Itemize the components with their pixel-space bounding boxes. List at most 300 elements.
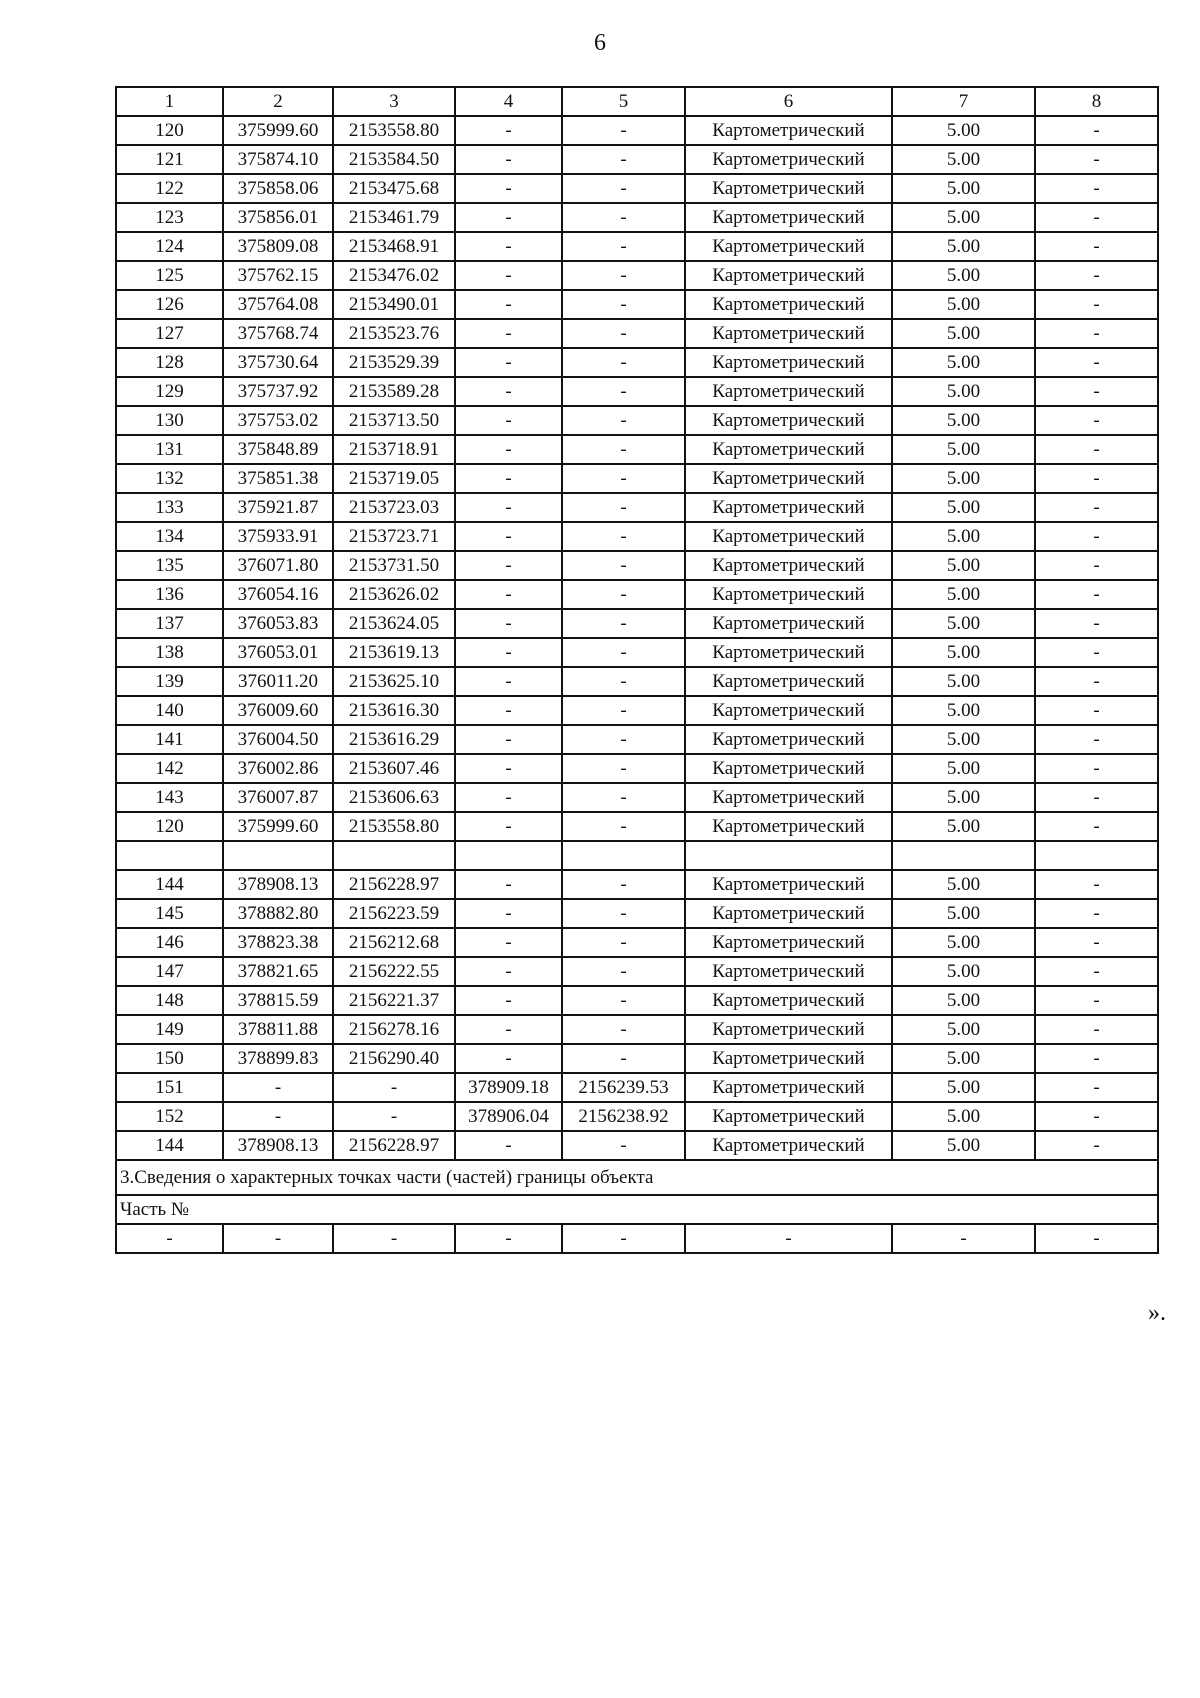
table-cell: 378908.13 bbox=[223, 870, 333, 899]
table-cell: 137 bbox=[116, 609, 223, 638]
table-row bbox=[116, 435, 1158, 464]
table-cell: 2153619.13 bbox=[333, 638, 455, 667]
table-cell: - bbox=[562, 1044, 685, 1073]
table-cell: - bbox=[562, 1015, 685, 1044]
table-cell: - bbox=[455, 1015, 562, 1044]
table-cell: - bbox=[892, 1224, 1035, 1253]
table-cell: - bbox=[333, 1102, 455, 1131]
table-cell: Картометрический bbox=[685, 870, 892, 899]
table-row bbox=[116, 957, 1158, 986]
table-cell: 2153616.30 bbox=[333, 696, 455, 725]
table-cell: 375858.06 bbox=[223, 174, 333, 203]
table-cell: - bbox=[455, 290, 562, 319]
table-cell: - bbox=[562, 899, 685, 928]
table-cell: - bbox=[1035, 725, 1158, 754]
table-cell: 376004.50 bbox=[223, 725, 333, 754]
table-cell: 2156290.40 bbox=[333, 1044, 455, 1073]
table-cell: 141 bbox=[116, 725, 223, 754]
table-cell: Картометрический bbox=[685, 1073, 892, 1102]
table-cell: - bbox=[1035, 319, 1158, 348]
table-cell: 375809.08 bbox=[223, 232, 333, 261]
table-cell: - bbox=[562, 348, 685, 377]
table-cell: - bbox=[333, 1224, 455, 1253]
table-cell: 5.00 bbox=[892, 232, 1035, 261]
table-row bbox=[116, 377, 1158, 406]
table-row bbox=[116, 116, 1158, 145]
table-cell: 5 bbox=[562, 87, 685, 116]
table-cell: - bbox=[562, 696, 685, 725]
table-cell: 5.00 bbox=[892, 406, 1035, 435]
section-title-row bbox=[116, 1160, 1158, 1195]
table-cell: 2153723.71 bbox=[333, 522, 455, 551]
table-cell: - bbox=[562, 319, 685, 348]
table-cell: - bbox=[455, 783, 562, 812]
table-cell: - bbox=[562, 116, 685, 145]
table-cell: - bbox=[1035, 957, 1158, 986]
table-cell: 375856.01 bbox=[223, 203, 333, 232]
table-cell: - bbox=[455, 957, 562, 986]
table-body bbox=[116, 87, 1158, 1253]
table-cell: - bbox=[455, 116, 562, 145]
table-cell: 2153558.80 bbox=[333, 812, 455, 841]
table-cell: - bbox=[562, 551, 685, 580]
table-cell: 375764.08 bbox=[223, 290, 333, 319]
table-cell: Картометрический bbox=[685, 493, 892, 522]
table-cell: - bbox=[562, 261, 685, 290]
table-cell: 2153529.39 bbox=[333, 348, 455, 377]
table-cell: 378906.04 bbox=[455, 1102, 562, 1131]
table-cell: - bbox=[562, 493, 685, 522]
table-cell: - bbox=[223, 1073, 333, 1102]
table-cell: 375874.10 bbox=[223, 145, 333, 174]
coordinates-table bbox=[115, 86, 1159, 1254]
table-cell: 375737.92 bbox=[223, 377, 333, 406]
table-cell bbox=[223, 841, 333, 870]
table-cell: 2 bbox=[223, 87, 333, 116]
table-cell: Картометрический bbox=[685, 1015, 892, 1044]
table-cell: 376007.87 bbox=[223, 783, 333, 812]
table-cell: 375933.91 bbox=[223, 522, 333, 551]
table-cell: - bbox=[1035, 522, 1158, 551]
table-cell: Картометрический bbox=[685, 696, 892, 725]
table-cell: 2156228.97 bbox=[333, 870, 455, 899]
table-row bbox=[116, 870, 1158, 899]
table-cell: 2153461.79 bbox=[333, 203, 455, 232]
table-row bbox=[116, 928, 1158, 957]
table-cell: 375753.02 bbox=[223, 406, 333, 435]
table-cell: Картометрический bbox=[685, 551, 892, 580]
table-row bbox=[116, 203, 1158, 232]
table-cell: 5.00 bbox=[892, 522, 1035, 551]
table-cell: 135 bbox=[116, 551, 223, 580]
table-cell: 127 bbox=[116, 319, 223, 348]
table-row bbox=[116, 754, 1158, 783]
table-cell: 148 bbox=[116, 986, 223, 1015]
table-cell: - bbox=[562, 464, 685, 493]
table-cell: - bbox=[562, 203, 685, 232]
table-cell: - bbox=[1035, 493, 1158, 522]
table-cell: 2153606.63 bbox=[333, 783, 455, 812]
table-cell: 133 bbox=[116, 493, 223, 522]
table-cell: - bbox=[455, 145, 562, 174]
table-cell: Картометрический bbox=[685, 1044, 892, 1073]
table-cell: 2153626.02 bbox=[333, 580, 455, 609]
table-cell: 149 bbox=[116, 1015, 223, 1044]
table-cell: 375762.15 bbox=[223, 261, 333, 290]
table-cell: Картометрический bbox=[685, 174, 892, 203]
table-cell: - bbox=[1035, 1131, 1158, 1160]
table-cell bbox=[333, 841, 455, 870]
table-cell: Картометрический bbox=[685, 986, 892, 1015]
table-cell: 376053.83 bbox=[223, 609, 333, 638]
table-row bbox=[116, 609, 1158, 638]
table-cell: - bbox=[562, 1131, 685, 1160]
table-cell: 144 bbox=[116, 1131, 223, 1160]
table-cell: 132 bbox=[116, 464, 223, 493]
table-cell: 8 bbox=[1035, 87, 1158, 116]
table-cell: 2156221.37 bbox=[333, 986, 455, 1015]
table-separator-row bbox=[116, 841, 1158, 870]
table-cell: 150 bbox=[116, 1044, 223, 1073]
table-cell bbox=[116, 841, 223, 870]
table-cell: 5.00 bbox=[892, 261, 1035, 290]
table-cell: 376009.60 bbox=[223, 696, 333, 725]
table-cell: - bbox=[562, 783, 685, 812]
table-cell: 5.00 bbox=[892, 899, 1035, 928]
table-cell: 5.00 bbox=[892, 1015, 1035, 1044]
table-cell: 2156222.55 bbox=[333, 957, 455, 986]
table-cell: Картометрический bbox=[685, 290, 892, 319]
table-cell: 2153558.80 bbox=[333, 116, 455, 145]
table-cell: - bbox=[562, 174, 685, 203]
table-cell: 5.00 bbox=[892, 174, 1035, 203]
table-cell: 378823.38 bbox=[223, 928, 333, 957]
table-cell: - bbox=[455, 261, 562, 290]
table-cell: 5.00 bbox=[892, 551, 1035, 580]
table-row bbox=[116, 1073, 1158, 1102]
table-cell: Картометрический bbox=[685, 812, 892, 841]
table-row bbox=[116, 522, 1158, 551]
table-cell: 5.00 bbox=[892, 1131, 1035, 1160]
table-cell: 378909.18 bbox=[455, 1073, 562, 1102]
table-cell: 7 bbox=[892, 87, 1035, 116]
table-cell: - bbox=[562, 609, 685, 638]
table-cell: - bbox=[455, 609, 562, 638]
table-cell: - bbox=[562, 986, 685, 1015]
table-cell: 2153625.10 bbox=[333, 667, 455, 696]
table-cell: 5.00 bbox=[892, 1102, 1035, 1131]
table-cell: 2153719.05 bbox=[333, 464, 455, 493]
table-cell: - bbox=[1035, 1224, 1158, 1253]
table-cell: 6 bbox=[685, 87, 892, 116]
table-cell: Картометрический bbox=[685, 203, 892, 232]
table-cell: 2156239.53 bbox=[562, 1073, 685, 1102]
table-cell: Картометрический bbox=[685, 638, 892, 667]
table-cell: 2153476.02 bbox=[333, 261, 455, 290]
table-cell: - bbox=[455, 377, 562, 406]
table-cell: 5.00 bbox=[892, 928, 1035, 957]
table-cell: 378811.88 bbox=[223, 1015, 333, 1044]
table-cell bbox=[562, 841, 685, 870]
table-cell: - bbox=[455, 174, 562, 203]
table-cell: - bbox=[455, 899, 562, 928]
table-row bbox=[116, 493, 1158, 522]
table-cell: - bbox=[455, 232, 562, 261]
table-cell: 378899.83 bbox=[223, 1044, 333, 1073]
table-cell: 5.00 bbox=[892, 145, 1035, 174]
table-cell: 375730.64 bbox=[223, 348, 333, 377]
table-cell: Картометрический bbox=[685, 261, 892, 290]
table-cell: Картометрический bbox=[685, 522, 892, 551]
table-cell: - bbox=[562, 406, 685, 435]
table-cell: 5.00 bbox=[892, 783, 1035, 812]
table-cell: - bbox=[455, 319, 562, 348]
table-cell: Картометрический bbox=[685, 232, 892, 261]
table-cell: 5.00 bbox=[892, 1073, 1035, 1102]
table-row bbox=[116, 464, 1158, 493]
table-row bbox=[116, 986, 1158, 1015]
table-cell: Картометрический bbox=[685, 464, 892, 493]
table-cell: 130 bbox=[116, 406, 223, 435]
table-cell: - bbox=[223, 1224, 333, 1253]
table-cell: 5.00 bbox=[892, 377, 1035, 406]
table-cell: 5.00 bbox=[892, 435, 1035, 464]
table-cell: 128 bbox=[116, 348, 223, 377]
table-cell: 5.00 bbox=[892, 957, 1035, 986]
table-cell: 3 bbox=[333, 87, 455, 116]
table-cell: - bbox=[455, 493, 562, 522]
table-cell: - bbox=[1035, 348, 1158, 377]
table-cell: - bbox=[1035, 812, 1158, 841]
table-cell: 134 bbox=[116, 522, 223, 551]
table-cell: 123 bbox=[116, 203, 223, 232]
table-cell: 2156238.92 bbox=[562, 1102, 685, 1131]
table-row bbox=[116, 783, 1158, 812]
table-cell bbox=[455, 841, 562, 870]
table-cell: - bbox=[455, 348, 562, 377]
table-cell: - bbox=[1035, 1015, 1158, 1044]
table-cell: 5.00 bbox=[892, 696, 1035, 725]
table-row bbox=[116, 145, 1158, 174]
table-cell: 5.00 bbox=[892, 348, 1035, 377]
table-cell: - bbox=[455, 928, 562, 957]
table-cell: - bbox=[1035, 1073, 1158, 1102]
table-row bbox=[116, 290, 1158, 319]
table-cell: - bbox=[1035, 609, 1158, 638]
table-cell: - bbox=[1035, 551, 1158, 580]
table-cell bbox=[685, 841, 892, 870]
table-cell: 2153731.50 bbox=[333, 551, 455, 580]
table-cell: Картометрический bbox=[685, 725, 892, 754]
table-cell: 139 bbox=[116, 667, 223, 696]
table-cell: 376002.86 bbox=[223, 754, 333, 783]
table-cell: Картометрический bbox=[685, 957, 892, 986]
table-cell: 2153589.28 bbox=[333, 377, 455, 406]
table-cell: - bbox=[562, 145, 685, 174]
table-cell: - bbox=[562, 290, 685, 319]
table-cell: - bbox=[455, 203, 562, 232]
table-cell: 376054.16 bbox=[223, 580, 333, 609]
table-cell: 378882.80 bbox=[223, 899, 333, 928]
table-cell: 375848.89 bbox=[223, 435, 333, 464]
table-cell: 2153718.91 bbox=[333, 435, 455, 464]
table-cell: Картометрический bbox=[685, 580, 892, 609]
table-cell: Картометрический bbox=[685, 145, 892, 174]
table-cell: - bbox=[455, 580, 562, 609]
table-cell: 129 bbox=[116, 377, 223, 406]
table-cell bbox=[1035, 841, 1158, 870]
table-cell: 376053.01 bbox=[223, 638, 333, 667]
table-cell: - bbox=[562, 435, 685, 464]
table-cell: 5.00 bbox=[892, 870, 1035, 899]
table-cell: - bbox=[562, 667, 685, 696]
table-cell: Картометрический bbox=[685, 348, 892, 377]
table-cell: - bbox=[455, 725, 562, 754]
table-cell: - bbox=[562, 522, 685, 551]
table-cell: Картометрический bbox=[685, 899, 892, 928]
table-cell: - bbox=[1035, 899, 1158, 928]
table-cell: 126 bbox=[116, 290, 223, 319]
page-number: 6 bbox=[594, 30, 606, 56]
table-cell: - bbox=[1035, 638, 1158, 667]
section-title: 3.Сведения о характерных точках части (частей) границы объекта bbox=[116, 1160, 1158, 1195]
table-cell: Картометрический bbox=[685, 667, 892, 696]
table-row bbox=[116, 1102, 1158, 1131]
table-row bbox=[116, 812, 1158, 841]
table-cell: 5.00 bbox=[892, 754, 1035, 783]
table-cell: - bbox=[1035, 290, 1158, 319]
table-cell: 376011.20 bbox=[223, 667, 333, 696]
table-cell: 375768.74 bbox=[223, 319, 333, 348]
table-cell: 378908.13 bbox=[223, 1131, 333, 1160]
table-cell: - bbox=[1035, 928, 1158, 957]
table-cell: - bbox=[562, 377, 685, 406]
table-cell: 2153475.68 bbox=[333, 174, 455, 203]
table-cell: 2153490.01 bbox=[333, 290, 455, 319]
table-cell: 378821.65 bbox=[223, 957, 333, 986]
table-cell: 5.00 bbox=[892, 609, 1035, 638]
table-row bbox=[116, 319, 1158, 348]
table-cell: 376071.80 bbox=[223, 551, 333, 580]
table-cell: 121 bbox=[116, 145, 223, 174]
table-cell: 146 bbox=[116, 928, 223, 957]
table-cell: - bbox=[1035, 696, 1158, 725]
table-cell: 5.00 bbox=[892, 319, 1035, 348]
table-cell: - bbox=[455, 754, 562, 783]
table-cell: 5.00 bbox=[892, 1044, 1035, 1073]
table-cell: 131 bbox=[116, 435, 223, 464]
table-cell: - bbox=[116, 1224, 223, 1253]
table-cell: 140 bbox=[116, 696, 223, 725]
table-cell: - bbox=[562, 1224, 685, 1253]
table-cell: 375921.87 bbox=[223, 493, 333, 522]
table-row bbox=[116, 551, 1158, 580]
table-cell: 5.00 bbox=[892, 493, 1035, 522]
table-cell: Картометрический bbox=[685, 754, 892, 783]
table-cell: 2153616.29 bbox=[333, 725, 455, 754]
table-cell: - bbox=[455, 986, 562, 1015]
table-cell: - bbox=[1035, 986, 1158, 1015]
table-cell: 5.00 bbox=[892, 725, 1035, 754]
table-cell: Картометрический bbox=[685, 116, 892, 145]
table-cell: 2153607.46 bbox=[333, 754, 455, 783]
table-cell: 124 bbox=[116, 232, 223, 261]
table-cell: 145 bbox=[116, 899, 223, 928]
table-cell: 5.00 bbox=[892, 116, 1035, 145]
table-cell: 375851.38 bbox=[223, 464, 333, 493]
table-cell: - bbox=[455, 551, 562, 580]
table-cell: 2156212.68 bbox=[333, 928, 455, 957]
table-cell: 2153523.76 bbox=[333, 319, 455, 348]
table-cell: 138 bbox=[116, 638, 223, 667]
table-cell: 5.00 bbox=[892, 638, 1035, 667]
table-cell: 5.00 bbox=[892, 986, 1035, 1015]
table-cell: 375999.60 bbox=[223, 116, 333, 145]
table-cell: - bbox=[562, 957, 685, 986]
table-row bbox=[116, 696, 1158, 725]
table-cell: - bbox=[1035, 406, 1158, 435]
table-cell: 2153723.03 bbox=[333, 493, 455, 522]
table-cell: - bbox=[562, 870, 685, 899]
table-cell: - bbox=[455, 522, 562, 551]
table-row bbox=[116, 725, 1158, 754]
table-row bbox=[116, 261, 1158, 290]
table-final-row bbox=[116, 1224, 1158, 1253]
table-cell: - bbox=[333, 1073, 455, 1102]
table-header-row bbox=[116, 87, 1158, 116]
table-cell: Картометрический bbox=[685, 1131, 892, 1160]
table-cell: 5.00 bbox=[892, 203, 1035, 232]
table-cell: 120 bbox=[116, 812, 223, 841]
table-cell: 125 bbox=[116, 261, 223, 290]
table-cell: 378815.59 bbox=[223, 986, 333, 1015]
table-cell: 2153584.50 bbox=[333, 145, 455, 174]
table-cell: - bbox=[455, 696, 562, 725]
table-cell: - bbox=[455, 870, 562, 899]
table-row bbox=[116, 174, 1158, 203]
table-row bbox=[116, 667, 1158, 696]
table-cell: 120 bbox=[116, 116, 223, 145]
table-row bbox=[116, 348, 1158, 377]
table-row bbox=[116, 1131, 1158, 1160]
table-cell: - bbox=[1035, 1102, 1158, 1131]
table-cell: - bbox=[562, 725, 685, 754]
table-cell: - bbox=[1035, 1044, 1158, 1073]
table-cell: 375999.60 bbox=[223, 812, 333, 841]
table-cell: - bbox=[1035, 667, 1158, 696]
table-cell: - bbox=[562, 812, 685, 841]
part-number-label: Часть № bbox=[116, 1195, 1158, 1224]
table-cell: - bbox=[562, 638, 685, 667]
table-cell: 143 bbox=[116, 783, 223, 812]
table-cell: - bbox=[455, 1224, 562, 1253]
table-cell: 2156228.97 bbox=[333, 1131, 455, 1160]
table-cell: 5.00 bbox=[892, 464, 1035, 493]
table-cell: - bbox=[685, 1224, 892, 1253]
table-cell: - bbox=[562, 754, 685, 783]
table-cell: 2156223.59 bbox=[333, 899, 455, 928]
table-cell: Картометрический bbox=[685, 609, 892, 638]
table-cell: - bbox=[455, 435, 562, 464]
closing-quote-mark: ». bbox=[1148, 1300, 1166, 1326]
table-cell: - bbox=[455, 406, 562, 435]
table-cell: - bbox=[1035, 203, 1158, 232]
table-cell: - bbox=[455, 812, 562, 841]
table-cell: - bbox=[1035, 377, 1158, 406]
table-cell: - bbox=[1035, 580, 1158, 609]
table-cell: - bbox=[1035, 464, 1158, 493]
table-cell: 122 bbox=[116, 174, 223, 203]
